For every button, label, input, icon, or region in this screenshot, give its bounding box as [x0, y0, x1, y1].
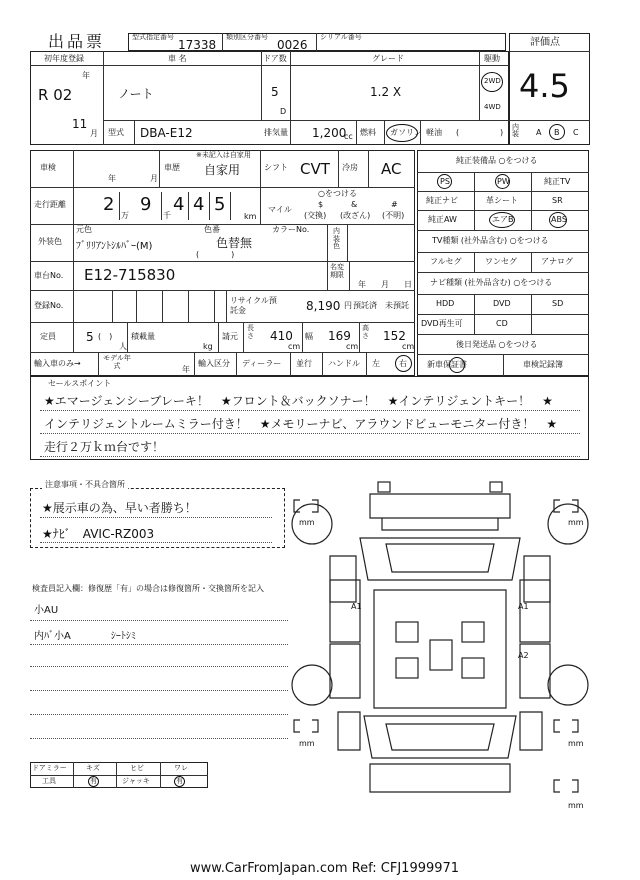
door-label: ドア数	[263, 54, 287, 63]
navi-sd: SD	[552, 299, 564, 308]
shift-label: シフト	[264, 163, 288, 172]
first-reg-era: R 02	[38, 86, 73, 104]
height-label: 高さ	[362, 324, 369, 340]
meigen-day: 日	[404, 280, 412, 289]
inspector-line-2: 内ﾊﾞ小A ｼｰﾄｼﾐ	[34, 631, 136, 642]
recycle-unit: 円	[344, 301, 352, 310]
damage-a2-right: A2	[518, 651, 529, 660]
alter-label: (改ざん)	[340, 211, 371, 220]
equip-navi: 純正ナビ	[426, 196, 458, 205]
recycle-value: 8,190	[306, 299, 341, 313]
chassis-value: E12-715830	[84, 266, 176, 284]
tv-fullseg: フルセグ	[430, 257, 462, 266]
navi-hdd: HDD	[436, 299, 455, 308]
equip-pw: PW	[497, 177, 510, 186]
interior-label: 内装	[512, 123, 519, 138]
shaken-label: 車検	[40, 163, 56, 172]
model-label: 型式	[108, 128, 124, 137]
shaken-month-unit: 月	[150, 174, 158, 183]
drive-2wd: 2WD	[484, 77, 501, 85]
meigen-month: 月	[381, 280, 389, 289]
unknown-label: (不明)	[382, 211, 405, 220]
chassis-label: 車台No.	[34, 271, 64, 280]
sales-label: セールスポイント	[48, 379, 112, 388]
serial-label: シリアル番号	[320, 33, 362, 41]
deposit-label: 預託済	[353, 301, 377, 310]
parts-header-kizu: キズ	[86, 764, 100, 772]
parallel-label: 並行	[296, 359, 312, 368]
later-record: 車検記録簿	[523, 360, 563, 369]
tv-oneseg: ワンセグ	[485, 257, 517, 266]
history-value: 自家用	[204, 163, 241, 177]
register-label: 登録No.	[34, 301, 64, 310]
capacity-value: 5	[86, 330, 94, 344]
model-year-unit: 年	[182, 365, 190, 374]
door-count: 5	[271, 85, 279, 99]
grade-value: 1.2 X	[370, 85, 402, 99]
mileage-label: 走行距離	[34, 200, 66, 209]
parts-jack: ジャッキ	[122, 777, 150, 785]
notes-line-1: ★展示車の為、早い者勝ち！	[42, 501, 197, 515]
swap-label: (交換)	[304, 211, 327, 220]
model-year-label: モデル年式	[103, 354, 131, 371]
color-code-label: 色番	[204, 225, 220, 234]
fuel-label: 燃料	[360, 128, 376, 137]
ac-label: 冷房	[342, 163, 358, 172]
shaken-year-unit: 年	[108, 174, 116, 183]
unknown-mark: #	[391, 200, 398, 209]
door-sub: D	[280, 107, 287, 116]
not-deposit-label: 未預託	[385, 301, 409, 310]
tv-analog: アナログ	[541, 257, 573, 266]
damage-a1-left: A1	[351, 602, 362, 611]
mileage-digit-4: 4	[193, 194, 205, 215]
recycle-label: リサイクル預託金	[230, 296, 277, 315]
orig-color-value: ﾌﾞﾘﾘｱﾝﾄｼﾙﾊﾞｰ(M)	[76, 241, 153, 252]
diagram-mm-2: mm	[568, 518, 584, 527]
fuel-value: ガソリン	[390, 128, 422, 137]
history-note: ※未記入は自家用	[196, 151, 251, 159]
diagram-mm-3: mm	[299, 739, 315, 748]
alter-mark: &	[351, 200, 358, 209]
kg-unit: kg	[203, 342, 213, 351]
diagram-mm-1: mm	[299, 518, 315, 527]
interior-grade-c: C	[573, 128, 579, 137]
parts-header-ware: ワレ	[174, 764, 188, 772]
person-unit: 人	[119, 342, 127, 351]
meigen-year: 年	[358, 280, 366, 289]
model-value: DBA-E12	[140, 126, 193, 140]
parts-tools-yes: 有	[90, 777, 97, 785]
import-class-label: 輸入区分	[198, 359, 230, 368]
equip-aw: 純正AW	[428, 215, 457, 224]
capacity-paren: ( )	[98, 332, 113, 341]
orig-color-label: 元色	[76, 225, 92, 234]
notes-line-2: ★ﾅﾋﾞ AVIC-RZ003	[42, 527, 155, 541]
length-value: 410	[270, 329, 293, 343]
inspector-line-1: 小AU	[34, 605, 59, 616]
navi-cd: CD	[496, 319, 508, 328]
interior-color-label: 内装色	[333, 227, 340, 251]
height-unit: cm	[402, 342, 415, 351]
disp-unit: cc	[344, 132, 353, 141]
diagram-mm-5: mm	[568, 801, 584, 810]
sales-line-2: インテリジェントルームミラー付き！ ★メモリーナビ、アラウンドビューモニター付き！ ★	[44, 417, 558, 431]
year-unit: 年	[82, 71, 90, 80]
damage-a1-right: A1	[518, 602, 529, 611]
equip-abs: ABS	[551, 215, 567, 224]
import-label: 輸入車のみ→	[34, 359, 81, 368]
name-label: 車 名	[168, 54, 187, 63]
tv-title: TV種類 (社外品含む) ○をつける	[432, 236, 549, 245]
later-title: 後日発送品 ○をつける	[456, 340, 538, 349]
car-diagram	[290, 480, 590, 810]
equip-ps: PS	[440, 177, 450, 186]
width-value: 169	[328, 329, 351, 343]
meigen-label: 名変期限	[330, 263, 344, 279]
interior-grade-a: A	[536, 128, 542, 137]
color-paren: ( )	[196, 250, 235, 259]
length-label: 長さ	[247, 324, 254, 340]
mileage-digit-2: 9	[140, 194, 152, 215]
color-label: 外装色	[38, 237, 62, 246]
watermark: www.CarFromJapan.com Ref: CFJ1999971	[190, 861, 460, 876]
colorno-label: カラーNo.	[272, 225, 310, 234]
history-label: 車歴	[164, 163, 180, 172]
mile-label: マイル	[268, 205, 292, 214]
kata-label: 型式指定番号	[132, 33, 174, 41]
later-warranty: 新車保証書	[427, 360, 467, 369]
diagram-mm-4: mm	[568, 739, 584, 748]
navi-dvd: DVD	[493, 299, 511, 308]
drive-label: 駆動	[484, 54, 500, 63]
mileage-unit: km	[244, 212, 257, 221]
first-reg-label: 初年度登録	[44, 54, 84, 63]
handle-left: 左	[372, 359, 380, 368]
notes-label: 注意事項・不具合箇所	[42, 481, 128, 489]
interior-grade-b: B	[554, 128, 560, 137]
car-name: ノート	[118, 87, 154, 101]
navi-dvd-play: DVD再生可	[421, 319, 463, 328]
inspector-label: 検査員記入欄：修復歴「有」の場合は修復箇所・交換箇所を記入	[32, 584, 264, 593]
parts-header-mirror: ドアミラー	[32, 764, 67, 772]
score-label: 評価点	[530, 37, 560, 48]
auction-sheet: 出品票 型式指定番号 17338 類別区分番号 0026 シリアル番号 評価点 4.5 初年度登録 車 名 ドア数 グレード 駆動 年 R 02 11 月 ノート 5 D 1.2 X 2WD 4WD 型式 DBA-E12 排気量 1,200 cc 燃料 ガソリン 軽油 ( ) 内装 A B C 車検 年 月 車歴 ※未記入は自家用 自家用 シフト CVT 冷房 AC 走行距離 2 万 9 千 4 4 5 km ○をつける マイル $ (交換) & (改ざん) # (不明) 外装色 元色 ﾌﾞﾘﾘｱﾝﾄｼﾙﾊﾞｰ(M) 色番 色替無 ( ) カラーNo. 内装色 車台No. E12-715830 名変期限 年 月 日 登録No. リサイクル預託金 8,190 円 預託済 未預託 定員 5 ( ) 人 積載量 kg 請元 長さ 410 cm 幅 169 cm 高さ 152 cm 輸入車のみ→ モデル年式 年 輸入区分 ディーラー 並行 ハンドル 左 右 純正装備品 ○をつける PS PW 純正TV 純正ナビ 革シート SR 純正AW エアB ABS TV種類 (社外品含む) ○をつける フルセグ ワンセグ アナログ ナビ種類 (社外品含む) ○をつける HDD DVD SD DVD再生可 CD 後日発送品 ○をつける 新車保証書 車検記録簿 セールスポイント ★エマージェンシーブレーキ！ ★フロント＆バックソナー！ ★インテリジェントキー！ ★ インテリジェントルームミラー付き！ ★メモリーナビ、アラウンドビューモニター付き！ ★ 走行２万ｋｍ台です！ 注意事項・不具合箇所 ★展示車の為、早い者勝ち！ ★ﾅﾋﾞ AVIC-RZ003 検査員記入欄：修復歴「有」の場合は修復箇所・交換箇所を記入 小AU 内ﾊﾞ小A ｼｰﾄｼﾐ mm mm mm mm mm A1 A1 A2 ドアミラー キズ ヒビ ワレ 工具 有 ジャッキ 有 www.CarFromJapan.com Ref: CFJ1999971	[0, 0, 640, 880]
oil-label: 軽油	[426, 128, 442, 137]
sales-line-3: 走行２万ｋｍ台です！	[44, 440, 165, 454]
handle-label: ハンドル	[328, 359, 360, 368]
ac-value: AC	[381, 160, 402, 178]
color-change: 色替無	[216, 236, 253, 250]
navi-title: ナビ種類 (社外品含む) ○をつける	[430, 278, 553, 287]
kata-value: 17338	[178, 38, 217, 52]
equipment-title: 純正装備品 ○をつける	[456, 156, 538, 165]
height-value: 152	[383, 329, 406, 343]
ruibetsu-value: 0026	[277, 38, 308, 52]
parts-jack-yes: 有	[176, 777, 183, 785]
disp-value: 1,200	[312, 126, 347, 140]
load-label: 積載量	[131, 332, 155, 341]
ruibetsu-label: 類別区分番号	[226, 33, 268, 41]
mileage-circle-hint: ○をつける	[318, 189, 357, 198]
month-unit: 月	[90, 129, 98, 138]
equip-airbag: エアB	[492, 215, 514, 224]
mileage-man: 万	[121, 211, 129, 220]
parts-tools: 工具	[42, 777, 56, 785]
equip-leather: 革シート	[486, 196, 518, 205]
drive-4wd: 4WD	[484, 103, 501, 111]
mileage-digit-1: 2	[103, 194, 115, 215]
length-unit: cm	[288, 342, 301, 351]
score-value: 4.5	[519, 67, 570, 105]
req-label: 請元	[222, 332, 238, 341]
equip-tv: 純正TV	[544, 177, 571, 186]
width-unit: cm	[346, 342, 359, 351]
capacity-label: 定員	[40, 332, 56, 341]
sheet-title: 出品票	[48, 32, 106, 51]
first-reg-month: 11	[72, 117, 88, 131]
swap-mark: $	[318, 200, 324, 209]
mileage-digit-5: 5	[214, 194, 226, 215]
mileage-sen: 千	[163, 211, 171, 220]
grade-label: グレード	[372, 54, 404, 63]
width-label: 幅	[305, 332, 313, 341]
sales-line-1: ★エマージェンシーブレーキ！ ★フロント＆バックソナー！ ★インテリジェントキー！ ★	[44, 394, 553, 408]
dealer-label: ディーラー	[242, 359, 282, 368]
mileage-digit-3: 4	[173, 194, 185, 215]
equip-sr: SR	[552, 196, 563, 205]
parts-header-hibi: ヒビ	[130, 764, 144, 772]
shift-value: CVT	[300, 160, 330, 178]
handle-right: 右	[399, 359, 407, 368]
disp-label: 排気量	[264, 128, 288, 137]
